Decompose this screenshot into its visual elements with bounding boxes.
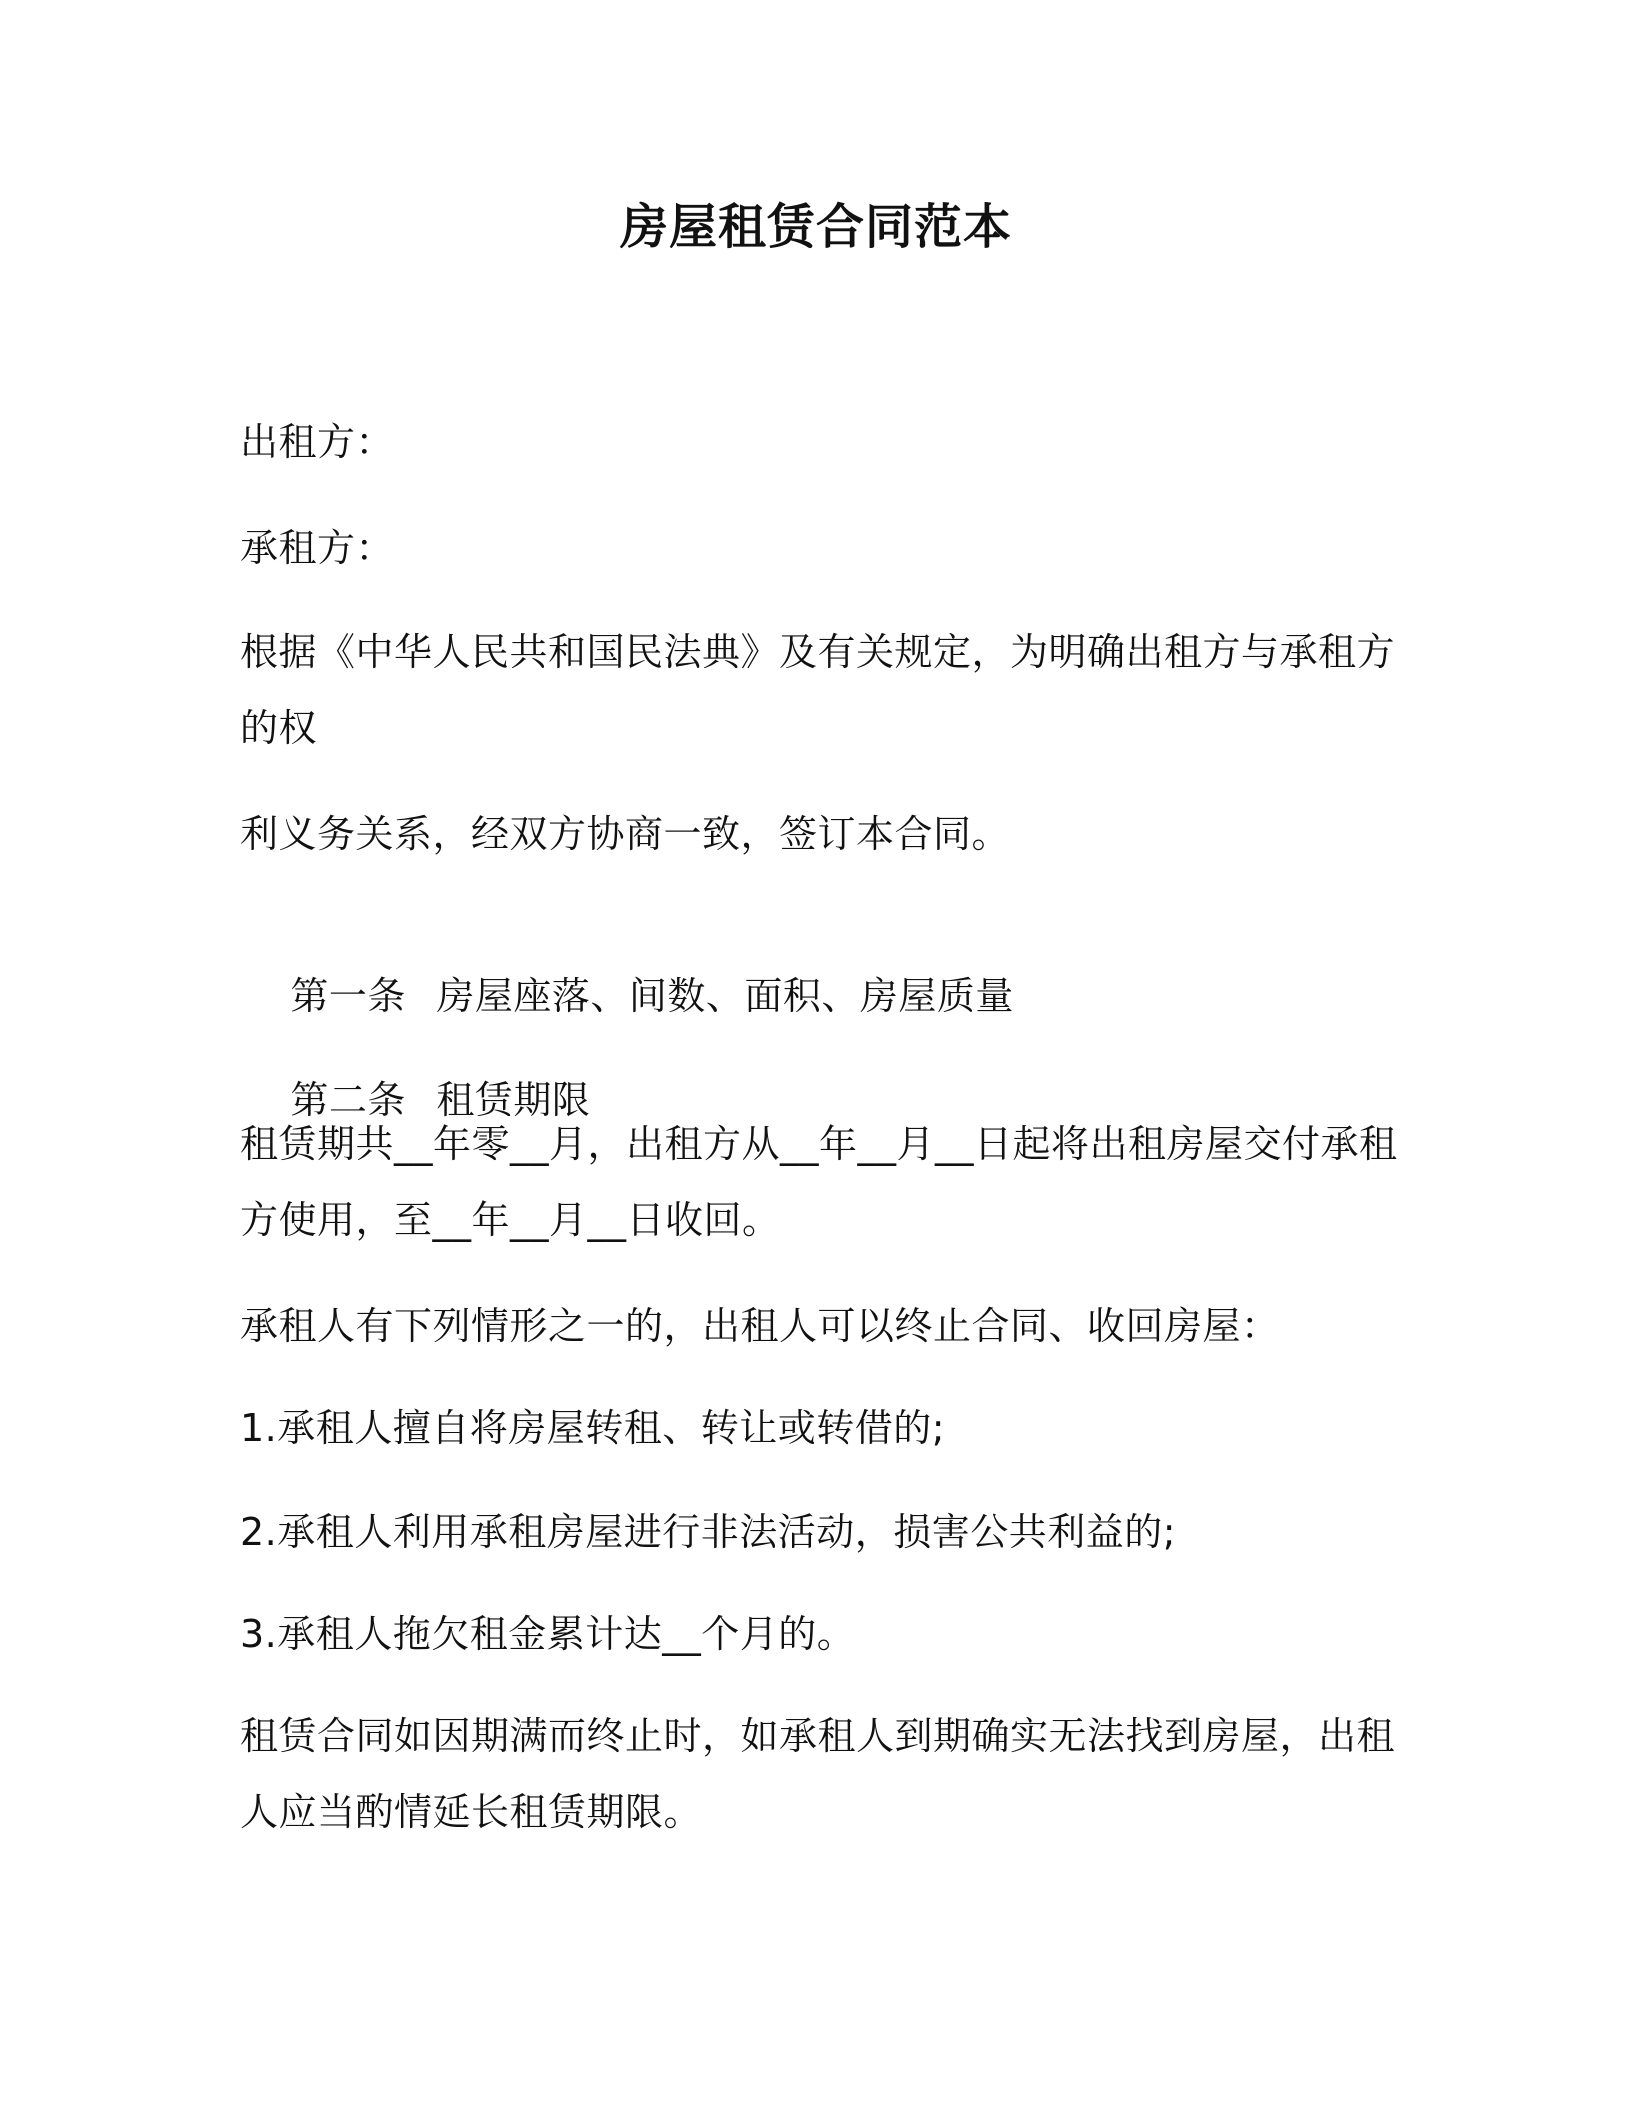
preamble-line-1: 根据《中华人民共和国民法典》及有关规定，为明确出租方与承租方 (240, 630, 1396, 674)
extension-line-2: 人应当酌情延长租赁期限。 (240, 1790, 703, 1834)
article-1-heading: 房屋座落、间数、面积、房屋质量 (436, 974, 1014, 1018)
termination-item-3: 3.承租人拖欠租金累计达__个月的。 (240, 1612, 856, 1656)
article-2-number: 第二条 (290, 1078, 406, 1122)
article-2-heading: 租赁期限 (436, 1078, 591, 1122)
document-title: 房屋租赁合同范本 (619, 199, 1012, 255)
termination-item-2: 2.承租人利用承租房屋进行非法活动，损害公共利益的; (240, 1510, 1177, 1554)
extension-line-1: 租赁合同如因期满而终止时，如承租人到期确实无法找到房屋，出租 (240, 1714, 1396, 1758)
term-line-2: 方使用，至__年__月__日收回。 (240, 1198, 781, 1242)
lessee-label: 承租方： (240, 526, 395, 570)
preamble-line-2: 的权 (240, 706, 318, 750)
article-1-number: 第一条 (290, 974, 406, 1018)
lessor-label: 出租方： (240, 420, 395, 464)
termination-intro: 承租人有下列情形之一的，出租人可以终止合同、收回房屋： (240, 1304, 1280, 1348)
preamble-line-3: 利义务关系，经双方协商一致，签订本合同。 (240, 812, 1011, 856)
termination-item-1: 1.承租人擅自将房屋转租、转让或转借的; (240, 1406, 946, 1450)
term-line-1: 租赁期共__年零__月，出租方从__年__月__日起将出租房屋交付承租 (240, 1122, 1398, 1166)
